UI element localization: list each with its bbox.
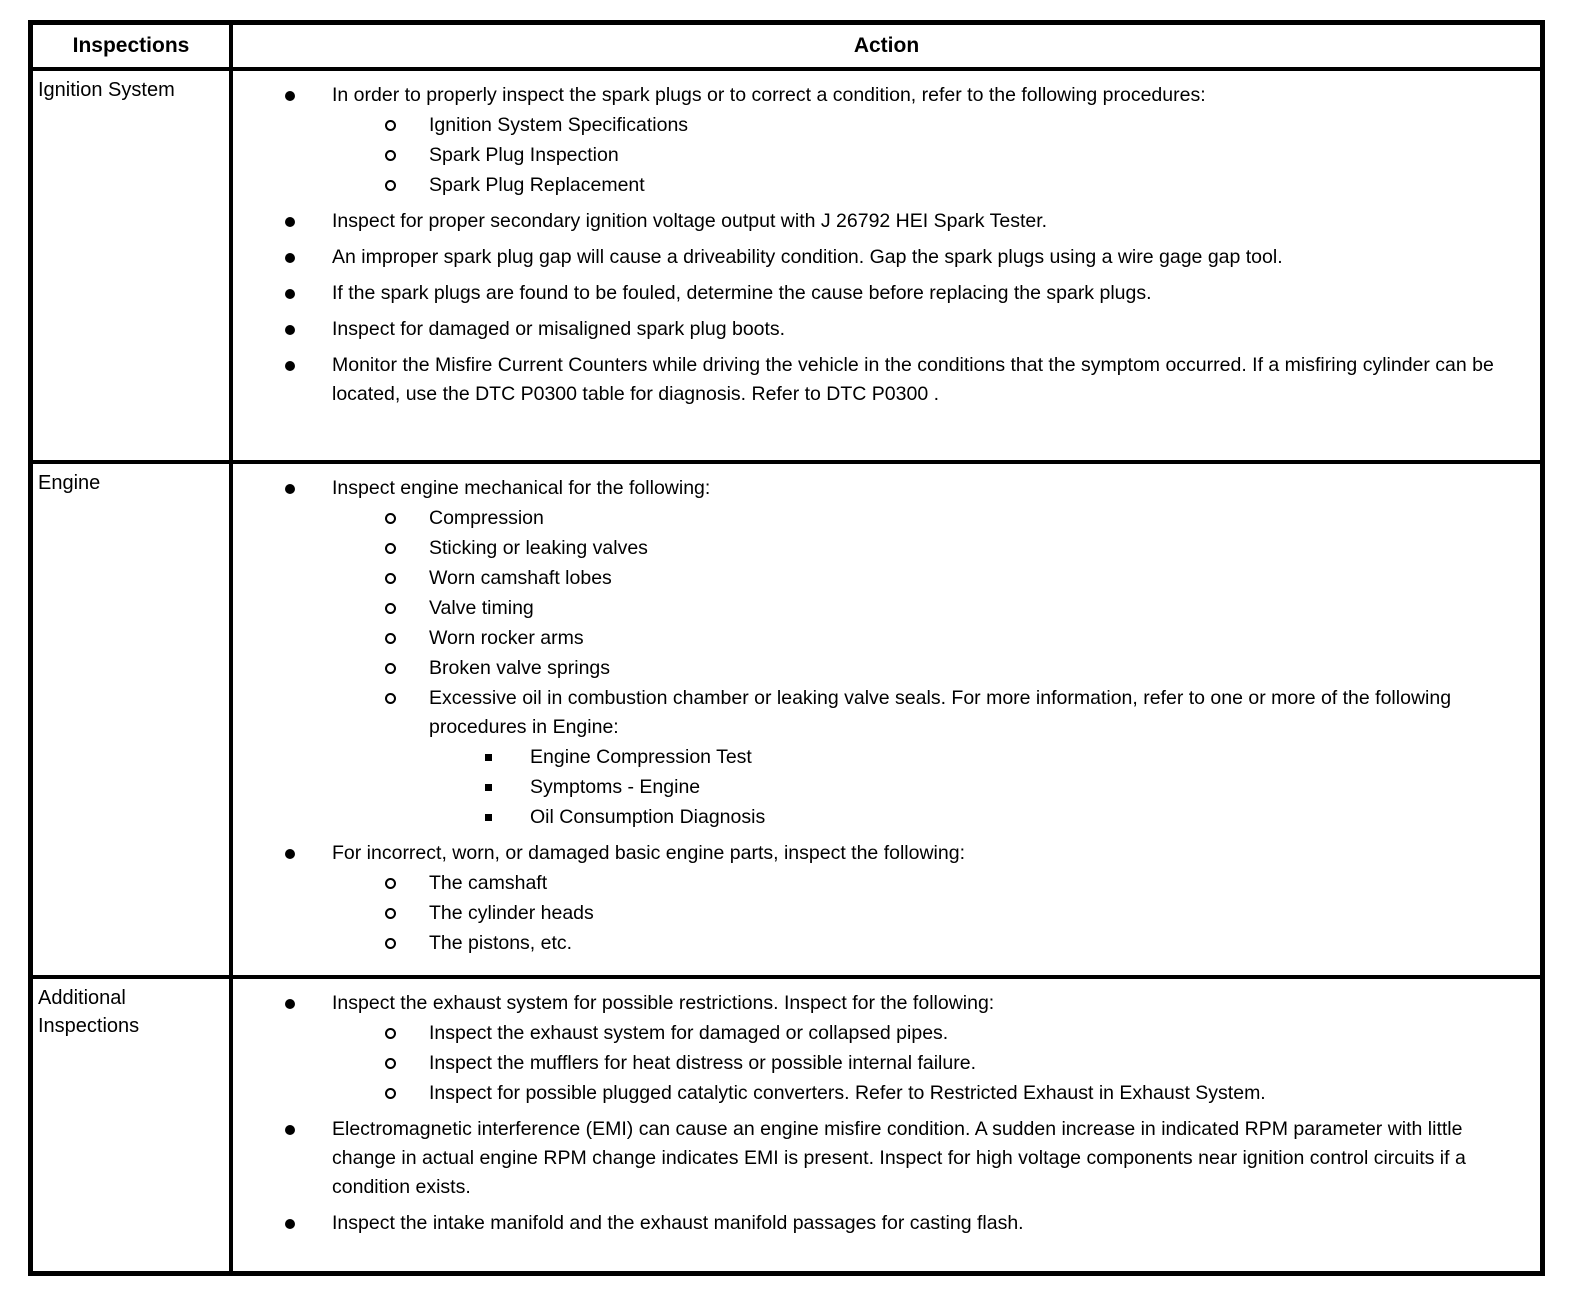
action-text: For incorrect, worn, or damaged basic engine parts, inspect the following:	[332, 842, 965, 864]
action-item	[233, 1115, 1524, 1202]
bullet-disc-glyph	[285, 253, 295, 263]
action-text: Inspect for damaged or misaligned spark plug boots.	[332, 318, 786, 340]
bullet-disc-icon	[273, 279, 332, 299]
action-item	[233, 207, 1524, 236]
bullet-disc-glyph	[285, 999, 295, 1009]
bullet-square-icon	[473, 773, 530, 791]
bullet-disc-glyph	[285, 1219, 295, 1229]
action-subitem	[233, 624, 1524, 653]
bullet-circle-icon	[373, 929, 429, 949]
bullet-circle-icon	[373, 624, 429, 644]
bullet-square-glyph	[485, 754, 492, 761]
bullet-circle-glyph	[385, 908, 396, 919]
action-subitem	[233, 899, 1524, 928]
action-text: Inspect the mufflers for heat distress or possible internal failure.	[429, 1052, 976, 1074]
action-subitem	[233, 171, 1524, 200]
bullet-disc-icon	[273, 315, 332, 335]
bullet-square-icon	[473, 743, 530, 761]
action-text: Excessive oil in combustion chamber or leaking valve seals. For more information, refer to one or more of the following procedures in Engine:	[429, 687, 1452, 738]
table-row	[33, 975, 1540, 1271]
action-item	[233, 279, 1524, 308]
action-text: Inspect the exhaust system for damaged or collapsed pipes.	[429, 1022, 949, 1044]
action-item	[233, 839, 1524, 868]
bullet-circle-icon	[373, 171, 429, 191]
inspection-label-cell	[33, 71, 233, 460]
action-text: Engine Compression Test	[530, 746, 752, 768]
bullet-disc-icon	[273, 839, 332, 859]
bullet-disc-icon	[273, 1115, 332, 1135]
bullet-circle-icon	[373, 534, 429, 554]
action-text: Worn rocker arms	[429, 627, 584, 649]
bullet-circle-glyph	[385, 938, 396, 949]
bullet-circle-icon	[373, 1049, 429, 1069]
action-subitem	[233, 564, 1524, 593]
bullet-disc-icon	[273, 81, 332, 101]
bullet-circle-icon	[373, 1019, 429, 1039]
action-subitem	[233, 141, 1524, 170]
table-header-row	[33, 25, 1540, 67]
bullet-disc-icon	[273, 243, 332, 263]
table-row	[33, 460, 1540, 975]
action-subitem	[233, 534, 1524, 563]
bullet-circle-glyph	[385, 1028, 396, 1039]
action-text: The cylinder heads	[429, 902, 594, 924]
bullet-disc-icon	[273, 351, 332, 371]
bullet-circle-glyph	[385, 1058, 396, 1069]
action-subitem	[233, 929, 1524, 958]
inspection-label: Ignition System	[38, 79, 175, 101]
action-item	[233, 1209, 1524, 1238]
bullet-circle-glyph	[385, 543, 396, 554]
inspection-label: Additional Inspections	[38, 987, 140, 1037]
action-text: If the spark plugs are found to be fouled, determine the cause before replacing the spark plugs.	[332, 282, 1152, 304]
bullet-circle-glyph	[385, 180, 396, 191]
action-item	[233, 81, 1524, 110]
bullet-disc-glyph	[285, 91, 295, 101]
action-subitem	[233, 504, 1524, 533]
bullet-square-icon	[473, 803, 530, 821]
inspection-action-table	[28, 20, 1545, 1276]
header-inspections	[33, 25, 233, 67]
action-subitem	[233, 111, 1524, 140]
bullet-circle-icon	[373, 504, 429, 524]
action-text: Valve timing	[429, 597, 534, 619]
bullet-circle-glyph	[385, 663, 396, 674]
action-text: Oil Consumption Diagnosis	[530, 806, 766, 828]
bullet-disc-glyph	[285, 361, 295, 371]
bullet-circle-icon	[373, 899, 429, 919]
inspection-label-cell	[33, 979, 233, 1271]
bullet-circle-glyph	[385, 603, 396, 614]
bullet-circle-glyph	[385, 878, 396, 889]
action-text: Electromagnetic interference (EMI) can cause an engine misfire condition. A sudden increase in indicated RPM parameter with little change in actual engine RPM change indicates EMI is present. Inspect for high voltage components near ignition control circuits if a condition exists.	[332, 1118, 1466, 1198]
bullet-disc-icon	[273, 989, 332, 1009]
table-row	[33, 67, 1540, 460]
bullet-square-glyph	[485, 814, 492, 821]
action-text: Ignition System Specifications	[429, 114, 689, 136]
bullet-circle-icon	[373, 654, 429, 674]
action-text: Inspect for possible plugged catalytic converters. Refer to Restricted Exhaust in Exhaust System.	[429, 1082, 1266, 1104]
bullet-circle-icon	[373, 594, 429, 614]
bullet-circle-icon	[373, 111, 429, 131]
bullet-disc-icon	[273, 474, 332, 494]
action-cell	[233, 464, 1540, 975]
action-text: Worn camshaft lobes	[429, 567, 612, 589]
bullet-disc-glyph	[285, 484, 295, 494]
action-subitem	[233, 1049, 1524, 1078]
bullet-circle-glyph	[385, 150, 396, 161]
bullet-square-glyph	[485, 784, 492, 791]
bullet-circle-glyph	[385, 573, 396, 584]
action-subsubitem	[233, 743, 1524, 772]
bullet-disc-glyph	[285, 289, 295, 299]
action-cell	[233, 979, 1540, 1271]
bullet-circle-icon	[373, 684, 429, 704]
bullet-circle-icon	[373, 1079, 429, 1099]
action-subitem	[233, 684, 1524, 742]
bullet-circle-icon	[373, 564, 429, 584]
bullet-disc-glyph	[285, 217, 295, 227]
action-text: Monitor the Misfire Current Counters while driving the vehicle in the conditions that the symptom occurred. If a misfiring cylinder can be located, use the DTC P0300 table for diagnosis. Refer to DTC P0300 .	[332, 354, 1494, 405]
action-subitem	[233, 654, 1524, 683]
inspection-label: Engine	[38, 472, 101, 494]
header-action	[233, 25, 1540, 67]
action-text: In order to properly inspect the spark plugs or to correct a condition, refer to the following procedures:	[332, 84, 1206, 106]
action-text: Sticking or leaking valves	[429, 537, 648, 559]
action-text: The camshaft	[429, 872, 548, 894]
bullet-circle-glyph	[385, 513, 396, 524]
bullet-disc-glyph	[285, 1125, 295, 1135]
action-item	[233, 351, 1524, 409]
inspection-label-cell	[33, 464, 233, 975]
action-subitem	[233, 1019, 1524, 1048]
action-text: Inspect for proper secondary ignition voltage output with J 26792 HEI Spark Tester.	[332, 210, 1048, 232]
action-item	[233, 989, 1524, 1018]
bullet-disc-icon	[273, 207, 332, 227]
action-text: Inspect the intake manifold and the exhaust manifold passages for casting flash.	[332, 1212, 1024, 1234]
bullet-circle-glyph	[385, 120, 396, 131]
bullet-circle-icon	[373, 869, 429, 889]
action-text: Symptoms - Engine	[530, 776, 701, 798]
bullet-circle-glyph	[385, 1088, 396, 1099]
action-text: Spark Plug Inspection	[429, 144, 619, 166]
action-item	[233, 243, 1524, 272]
action-text: An improper spark plug gap will cause a driveability condition. Gap the spark plugs using a wire gage gap tool.	[332, 246, 1283, 268]
bullet-disc-glyph	[285, 325, 295, 335]
action-text: Inspect engine mechanical for the following:	[332, 477, 711, 499]
bullet-circle-icon	[373, 141, 429, 161]
action-item	[233, 315, 1524, 344]
action-text: Spark Plug Replacement	[429, 174, 645, 196]
action-text: The pistons, etc.	[429, 932, 573, 954]
bullet-circle-glyph	[385, 693, 396, 704]
bullet-disc-icon	[273, 1209, 332, 1229]
action-subitem	[233, 869, 1524, 898]
action-item	[233, 474, 1524, 503]
action-subsubitem	[233, 773, 1524, 802]
action-subitem	[233, 1079, 1524, 1108]
header-inspections-label: Inspections	[72, 34, 190, 57]
action-subsubitem	[233, 803, 1524, 832]
header-action-label: Action	[853, 34, 920, 57]
action-text: Broken valve springs	[429, 657, 611, 679]
action-subitem	[233, 594, 1524, 623]
action-text: Compression	[429, 507, 544, 529]
bullet-circle-glyph	[385, 633, 396, 644]
action-text: Inspect the exhaust system for possible restrictions. Inspect for the following:	[332, 992, 995, 1014]
action-cell	[233, 71, 1540, 460]
bullet-disc-glyph	[285, 849, 295, 859]
